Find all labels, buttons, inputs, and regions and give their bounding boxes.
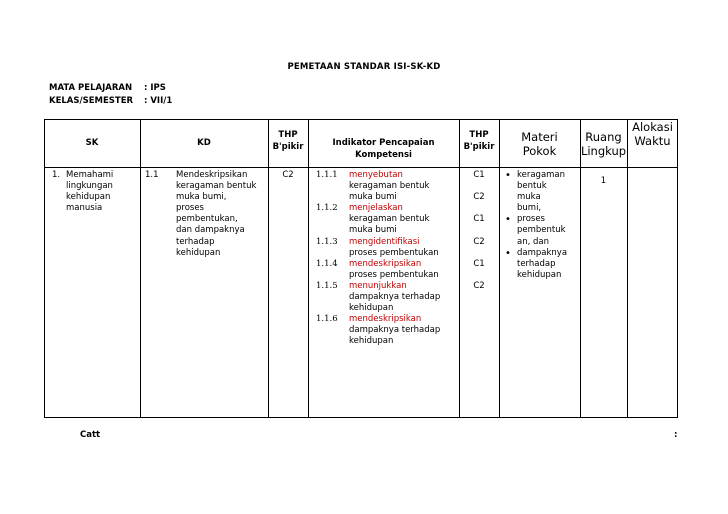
meta-class [49, 96, 172, 106]
materi-line: muka [517, 192, 541, 203]
header-materi-line1: Materi [521, 130, 558, 144]
header-thp-2 [459, 129, 499, 153]
indicator-text: keragaman bentuk [349, 214, 430, 225]
indicator-texts [349, 170, 430, 236]
sk-number: 1. [52, 170, 61, 180]
indicator-verb: mendeskripsikan [349, 314, 422, 325]
thp2-value: C1 [473, 170, 485, 180]
header-alokasi-line1: Alokasi [632, 120, 673, 134]
col-divider [580, 119, 581, 418]
indicator-verb: menunjukkan [349, 280, 407, 291]
indicator-item [349, 203, 430, 236]
kd-line: muka bumi, [176, 192, 227, 203]
indicator-number: 1.1.4 [316, 258, 338, 269]
kd-number: 1.1 [145, 170, 159, 180]
indicator-text: muka bumi [349, 192, 397, 203]
thp2-value: C2 [473, 236, 485, 247]
meta-subject-value: : IPS [144, 83, 166, 93]
indicator-number: 1.1.5 [316, 280, 338, 291]
materi-line: terhadap [517, 258, 556, 269]
header-indikator [308, 137, 459, 161]
document-title: PEMETAAN STANDAR ISI-SK-KD [287, 62, 441, 72]
indicator-text: dampaknya terhadap [349, 292, 441, 303]
col-divider [627, 119, 628, 418]
indicator-item [349, 259, 440, 281]
header-materi-line2: Pokok [522, 144, 557, 158]
sk-line: kehidupan [66, 192, 111, 203]
indicator-verb: mengidentifikasi [349, 236, 420, 247]
header-ruang-line1: Ruang [585, 130, 622, 144]
sk-line: lingkungan [66, 181, 113, 192]
header-indikator-line2: Kompetensi [355, 150, 412, 160]
thp2-value: C2 [473, 192, 485, 203]
indicator-verb: menyebutan [349, 170, 403, 180]
indicator-verb: mendeskripsikan [349, 258, 422, 269]
materi-list [503, 170, 579, 281]
meta-subject-key: MATA PELAJARAN [49, 83, 133, 93]
col-divider [268, 119, 269, 418]
kd-line: Mendeskripsikan [176, 170, 248, 180]
indicator-number: 1.1.6 [316, 314, 338, 325]
indicator-text: dampaknya terhadap [349, 325, 441, 336]
footer-colon: : [674, 430, 678, 440]
header-thp-1-line2: B'pikir [272, 142, 304, 152]
materi-line: • proses [517, 214, 545, 225]
thp1-value: C2 [282, 170, 294, 180]
col-divider [308, 119, 309, 418]
indicator-text: keragaman bentuk [349, 181, 430, 192]
thp2-value: C1 [473, 214, 485, 225]
header-indikator-line1: Indikator Pencapaian [332, 138, 435, 148]
header-thp-2-line2: B'pikir [463, 142, 495, 152]
materi-line: • dampaknya [517, 247, 568, 258]
indicator-texts-2 [349, 237, 440, 348]
indicator-number: 1.1.3 [316, 236, 338, 247]
indicator-verb: menjelaskan [349, 203, 403, 214]
kd-line: proses [176, 203, 204, 214]
header-alokasi-line2: Waktu [634, 134, 671, 148]
ruang-value: 1 [600, 176, 607, 186]
header-thp-1-line1: THP [278, 130, 298, 140]
indicator-item [349, 237, 440, 259]
thp2-value: C2 [473, 280, 485, 291]
materi-line: pembentuk [517, 225, 566, 236]
sk-line: Memahami [66, 170, 114, 180]
indicator-text: kehidupan [349, 303, 394, 314]
indicator-number: 1.1.1 [316, 170, 338, 180]
sk-line: manusia [66, 203, 103, 214]
indicator-number: 1.1.2 [316, 203, 338, 214]
materi-item [503, 170, 579, 214]
header-thp-2-line1: THP [469, 130, 489, 140]
col-divider [140, 119, 141, 418]
kd-line: pembentukan, [176, 214, 238, 225]
kd-line: terhadap [176, 236, 215, 247]
indicator-item [349, 170, 430, 203]
header-thp-1 [268, 129, 308, 153]
header-alokasi [627, 120, 678, 148]
meta-subject [49, 83, 166, 93]
footer-catt: Catt [80, 430, 101, 440]
indicator-item [349, 314, 440, 347]
col-divider [499, 119, 500, 418]
indicator-text: proses pembentukan [349, 247, 439, 258]
indicator-item [349, 281, 440, 314]
materi-line: • keragaman [517, 170, 566, 180]
materi-item [503, 214, 579, 247]
materi-line: kehidupan [517, 269, 562, 280]
kd-line: dan dampaknya [176, 225, 245, 236]
thp2-value: C1 [473, 258, 485, 269]
indicator-text: proses pembentukan [349, 269, 439, 280]
materi-line: bumi, [517, 203, 542, 214]
indicator-text: kehidupan [349, 336, 394, 347]
header-sk: SK [85, 138, 99, 148]
materi-item [503, 248, 579, 281]
indicator-text: muka bumi [349, 225, 397, 236]
meta-class-key: KELAS/SEMESTER [49, 96, 134, 106]
sk-text [66, 170, 113, 214]
materi-line: bentuk [517, 181, 547, 192]
kd-line: keragaman bentuk [176, 181, 257, 192]
kd-text [176, 170, 256, 259]
thp2-values [459, 170, 499, 303]
kd-line: kehidupan [176, 247, 221, 258]
indicator-numbers [316, 170, 338, 348]
header-ruang-line2: Lingkup [580, 144, 627, 158]
header-materi [499, 130, 580, 158]
materi-line: an, dan [517, 236, 549, 247]
meta-class-value: : VII/1 [144, 96, 173, 106]
header-kd: KD [197, 138, 211, 148]
header-ruang [580, 130, 627, 158]
